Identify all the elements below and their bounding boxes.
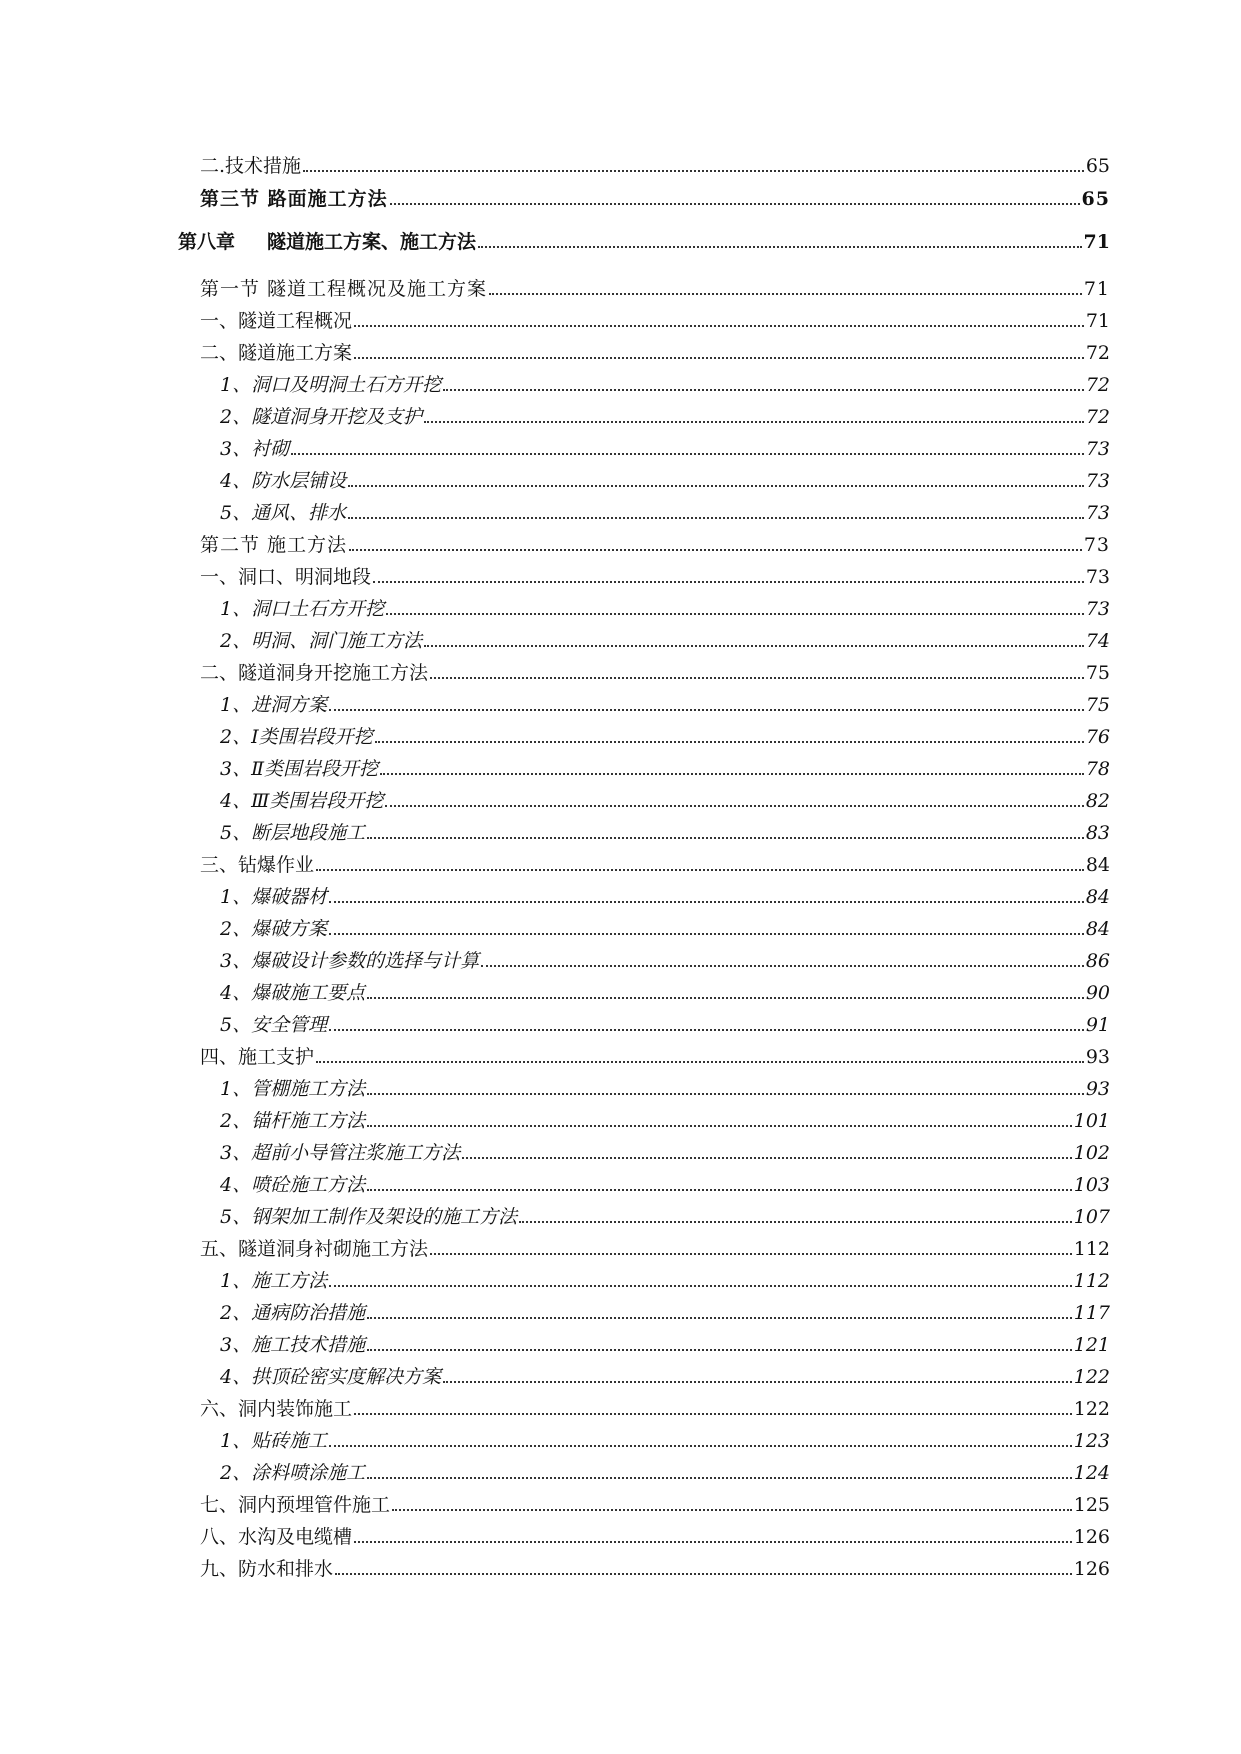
toc-entry-title: 4、喷砼施工方法 (220, 1174, 366, 1196)
toc-dot-leader (519, 1221, 1072, 1223)
toc-dot-leader (367, 1189, 1072, 1191)
toc-dot-leader (385, 805, 1083, 807)
toc-dot-leader (316, 869, 1084, 871)
toc-dot-leader (367, 1317, 1072, 1319)
toc-entry-page: 122 (1073, 1398, 1110, 1420)
toc-entry-page: 124 (1073, 1462, 1110, 1484)
toc-entry-page: 71 (1083, 231, 1110, 253)
toc-entry-page: 90 (1085, 982, 1110, 1004)
toc-dot-leader (329, 933, 1084, 935)
toc-dot-leader (303, 170, 1084, 172)
toc-entry-title: 六、洞内装饰施工 (200, 1398, 353, 1420)
toc-entry-title: 四、施工支护 (200, 1046, 315, 1068)
toc-entry-title: 七、洞内预埋管件施工 (200, 1494, 391, 1516)
toc-entry-page: 84 (1085, 918, 1110, 940)
toc-entry-title: 4、Ⅲ类围岩段开挖 (220, 790, 384, 812)
toc-dot-leader (375, 741, 1084, 743)
toc-dot-leader (335, 1573, 1072, 1575)
toc-entry[interactable] (220, 753, 1110, 781)
toc-entry[interactable] (220, 465, 1110, 493)
toc-entry[interactable] (220, 945, 1110, 973)
toc-entry-page: 76 (1085, 726, 1110, 748)
toc-entry-page: 74 (1085, 630, 1110, 652)
toc-entry[interactable] (200, 849, 1110, 877)
toc-entry-page: 91 (1085, 1014, 1110, 1036)
toc-entry-title: 二.技术措施 (200, 155, 302, 177)
toc-entry-page: 122 (1073, 1366, 1110, 1388)
toc-entry-page: 82 (1085, 790, 1110, 812)
toc-entry-title: 5、通风、排水 (220, 502, 347, 524)
toc-dot-leader (367, 1093, 1084, 1095)
toc-entry[interactable] (200, 529, 1110, 557)
toc-entry[interactable] (200, 1553, 1110, 1581)
toc-entry[interactable] (200, 1489, 1110, 1517)
toc-entry[interactable] (200, 657, 1110, 685)
toc-dot-leader (329, 1285, 1072, 1287)
toc-entry-title: 1、爆破器材 (220, 886, 328, 908)
toc-entry-title: 五、隧道洞身衬砌施工方法 (200, 1238, 429, 1260)
toc-entry-title: 5、钢架加工制作及架设的施工方法 (220, 1206, 518, 1228)
toc-entry-page: 83 (1085, 822, 1110, 844)
toc-entry[interactable] (220, 881, 1110, 909)
toc-entry-title: 4、防水层铺设 (220, 470, 347, 492)
toc-entry-title: 2、锚杆施工方法 (220, 1110, 366, 1132)
toc-entry-page: 72 (1085, 374, 1110, 396)
toc-entry-title: 3、衬砌 (220, 438, 290, 460)
toc-entry[interactable] (220, 1265, 1110, 1293)
toc-dot-leader (489, 293, 1082, 295)
toc-entry-page: 112 (1073, 1238, 1110, 1260)
toc-dot-leader (329, 1445, 1072, 1447)
toc-entry-title: 1、贴砖施工 (220, 1430, 328, 1452)
toc-entry-title: 3、Ⅱ类围岩段开挖 (220, 758, 379, 780)
toc-dot-leader (316, 1061, 1084, 1063)
toc-entry-title: 第二节 施工方法 (200, 534, 348, 556)
toc-entry-page: 101 (1073, 1110, 1110, 1132)
toc-dot-leader (329, 1029, 1084, 1031)
toc-dot-leader (367, 997, 1084, 999)
toc-entry[interactable] (220, 913, 1110, 941)
toc-entry-title: 2、爆破方案 (220, 918, 328, 940)
toc-entry-page: 75 (1085, 662, 1110, 684)
toc-entry-title: 4、拱顶砼密实度解决方案 (220, 1366, 442, 1388)
toc-entry-title: 二、隧道施工方案 (200, 342, 353, 364)
toc-entry-page: 126 (1073, 1558, 1110, 1580)
toc-entry[interactable] (220, 1297, 1110, 1325)
toc-entry[interactable] (220, 1073, 1110, 1101)
toc-dot-leader (348, 517, 1084, 519)
toc-entry-title: 1、进洞方案 (220, 694, 328, 716)
toc-entry[interactable] (220, 1201, 1110, 1229)
toc-entry[interactable] (220, 1425, 1110, 1453)
toc-entry-title: 1、洞口及明洞土石方开挖 (220, 374, 442, 396)
toc-entry[interactable] (200, 561, 1110, 589)
toc-entry-page: 126 (1073, 1526, 1110, 1548)
toc-dot-leader (443, 1381, 1072, 1383)
toc-entry-page: 112 (1073, 1270, 1110, 1292)
toc-entry-page: 73 (1085, 598, 1110, 620)
toc-entry-title: 2、Ⅰ类围岩段开挖 (220, 726, 373, 748)
toc-entry-title: 5、断层地段施工 (220, 822, 366, 844)
toc-entry-page: 73 (1085, 438, 1110, 460)
toc-entry-page: 103 (1073, 1174, 1110, 1196)
toc-entry-page: 65 (1085, 155, 1110, 177)
toc-entry[interactable] (220, 1137, 1110, 1165)
toc-dot-leader (367, 1477, 1072, 1479)
toc-dot-leader (367, 1349, 1072, 1351)
toc-entry[interactable] (220, 721, 1110, 749)
toc-entry[interactable] (220, 1329, 1110, 1357)
toc-dot-leader (329, 901, 1084, 903)
toc-entry-page: 71 (1083, 278, 1110, 300)
toc-entry-page: 125 (1073, 1494, 1110, 1516)
toc-dot-leader (354, 1413, 1072, 1415)
toc-entry-title: 3、施工技术措施 (220, 1334, 366, 1356)
toc-entry[interactable] (220, 497, 1110, 525)
toc-dot-leader (390, 203, 1080, 205)
toc-entry[interactable] (220, 1009, 1110, 1037)
toc-entry-page: 65 (1081, 188, 1110, 210)
toc-dot-leader (373, 581, 1084, 583)
toc-entry-page: 86 (1085, 950, 1110, 972)
toc-dot-leader (349, 549, 1082, 551)
toc-entry-title: 2、通病防治措施 (220, 1302, 366, 1324)
toc-entry-page: 72 (1085, 342, 1110, 364)
toc-entry-title: 一、洞口、明洞地段 (200, 566, 372, 588)
toc-entry[interactable] (220, 1105, 1110, 1133)
toc-entry-title: 1、施工方法 (220, 1270, 328, 1292)
toc-entry[interactable] (220, 785, 1110, 813)
toc-entry-page: 117 (1073, 1302, 1110, 1324)
toc-entry-page: 123 (1073, 1430, 1110, 1452)
toc-dot-leader (424, 421, 1084, 423)
toc-entry-page: 93 (1085, 1078, 1110, 1100)
toc-entry[interactable] (200, 1233, 1110, 1261)
toc-entry-page: 84 (1085, 854, 1110, 876)
toc-entry[interactable] (220, 817, 1110, 845)
toc-entry-title: 二、隧道洞身开挖施工方法 (200, 662, 429, 684)
toc-dot-leader (424, 645, 1084, 647)
toc-entry-page: 102 (1073, 1142, 1110, 1164)
toc-chapter-title: 隧道施工方案、施工方法 (267, 231, 477, 253)
toc-entry-title: 三、钻爆作业 (200, 854, 315, 876)
toc-dot-leader (462, 1157, 1072, 1159)
toc-entry-page: 75 (1085, 694, 1110, 716)
toc-dot-leader (367, 1125, 1072, 1127)
toc-entry-title: 2、涂料喷涂施工 (220, 1462, 366, 1484)
toc-entry-page: 72 (1085, 406, 1110, 428)
toc-dot-leader (329, 709, 1084, 711)
toc-entry[interactable] (200, 1041, 1110, 1069)
toc-entry-title: 5、安全管理 (220, 1014, 328, 1036)
toc-entry-title: 1、洞口土石方开挖 (220, 598, 385, 620)
toc-dot-leader (354, 357, 1084, 359)
toc-entry[interactable] (220, 401, 1110, 429)
toc-entry-page: 93 (1085, 1046, 1110, 1068)
toc-entry[interactable] (220, 977, 1110, 1005)
toc-dot-leader (443, 389, 1084, 391)
toc-dot-leader (291, 453, 1084, 455)
toc-entry-title: 3、超前小导管注浆施工方法 (220, 1142, 461, 1164)
toc-entry[interactable] (200, 337, 1110, 365)
toc-dot-leader (380, 773, 1084, 775)
toc-entry-title: 第一节 隧道工程概况及施工方案 (200, 278, 488, 300)
toc-entry-page: 73 (1085, 566, 1110, 588)
toc-entry-title: 九、防水和排水 (200, 1558, 334, 1580)
toc-dot-leader (478, 246, 1082, 248)
toc-entry-title: 1、管棚施工方法 (220, 1078, 366, 1100)
toc-entry[interactable] (220, 1457, 1110, 1485)
toc-dot-leader (386, 613, 1084, 615)
toc-entry[interactable] (220, 689, 1110, 717)
toc-entry[interactable] (220, 1361, 1110, 1389)
toc-entry-title: 八、水沟及电缆槽 (200, 1526, 353, 1548)
toc-entry[interactable] (200, 150, 1110, 178)
toc-entry[interactable] (220, 433, 1110, 461)
toc-entry-title: 2、明洞、洞门施工方法 (220, 630, 423, 652)
toc-entry[interactable] (220, 593, 1110, 621)
toc-dot-leader (367, 837, 1084, 839)
toc-entry-title: 3、爆破设计参数的选择与计算 (220, 950, 480, 972)
toc-entry-page: 78 (1085, 758, 1110, 780)
toc-entry-page: 71 (1085, 310, 1110, 332)
toc-entry-title: 2、隧道洞身开挖及支护 (220, 406, 423, 428)
toc-dot-leader (481, 965, 1084, 967)
toc-entry-page: 121 (1073, 1334, 1110, 1356)
toc-chapter-entry[interactable] (178, 226, 1110, 254)
toc-entry[interactable] (220, 369, 1110, 397)
toc-entry-page: 107 (1073, 1206, 1110, 1228)
toc-entry-title: 4、爆破施工要点 (220, 982, 366, 1004)
toc-entry-title: 第三节 路面施工方法 (200, 188, 388, 210)
toc-dot-leader (348, 485, 1084, 487)
toc-chapter-number: 第八章 (178, 231, 236, 253)
toc-entry[interactable] (220, 625, 1110, 653)
toc-entry-page: 73 (1085, 502, 1110, 524)
toc-entry-page: 73 (1083, 534, 1110, 556)
toc-entry[interactable] (200, 305, 1110, 333)
toc-entry-page: 84 (1085, 886, 1110, 908)
toc-dot-leader (430, 1253, 1072, 1255)
toc-entry[interactable] (200, 1521, 1110, 1549)
toc-entry[interactable] (200, 273, 1110, 301)
toc-entry[interactable] (200, 183, 1110, 211)
toc-dot-leader (430, 677, 1084, 679)
toc-entry-title: 一、隧道工程概况 (200, 310, 353, 332)
toc-entry[interactable] (220, 1169, 1110, 1197)
toc-dot-leader (354, 1541, 1072, 1543)
toc-entry-page: 73 (1085, 470, 1110, 492)
toc-dot-leader (354, 325, 1084, 327)
toc-dot-leader (392, 1509, 1072, 1511)
toc-entry[interactable] (200, 1393, 1110, 1421)
